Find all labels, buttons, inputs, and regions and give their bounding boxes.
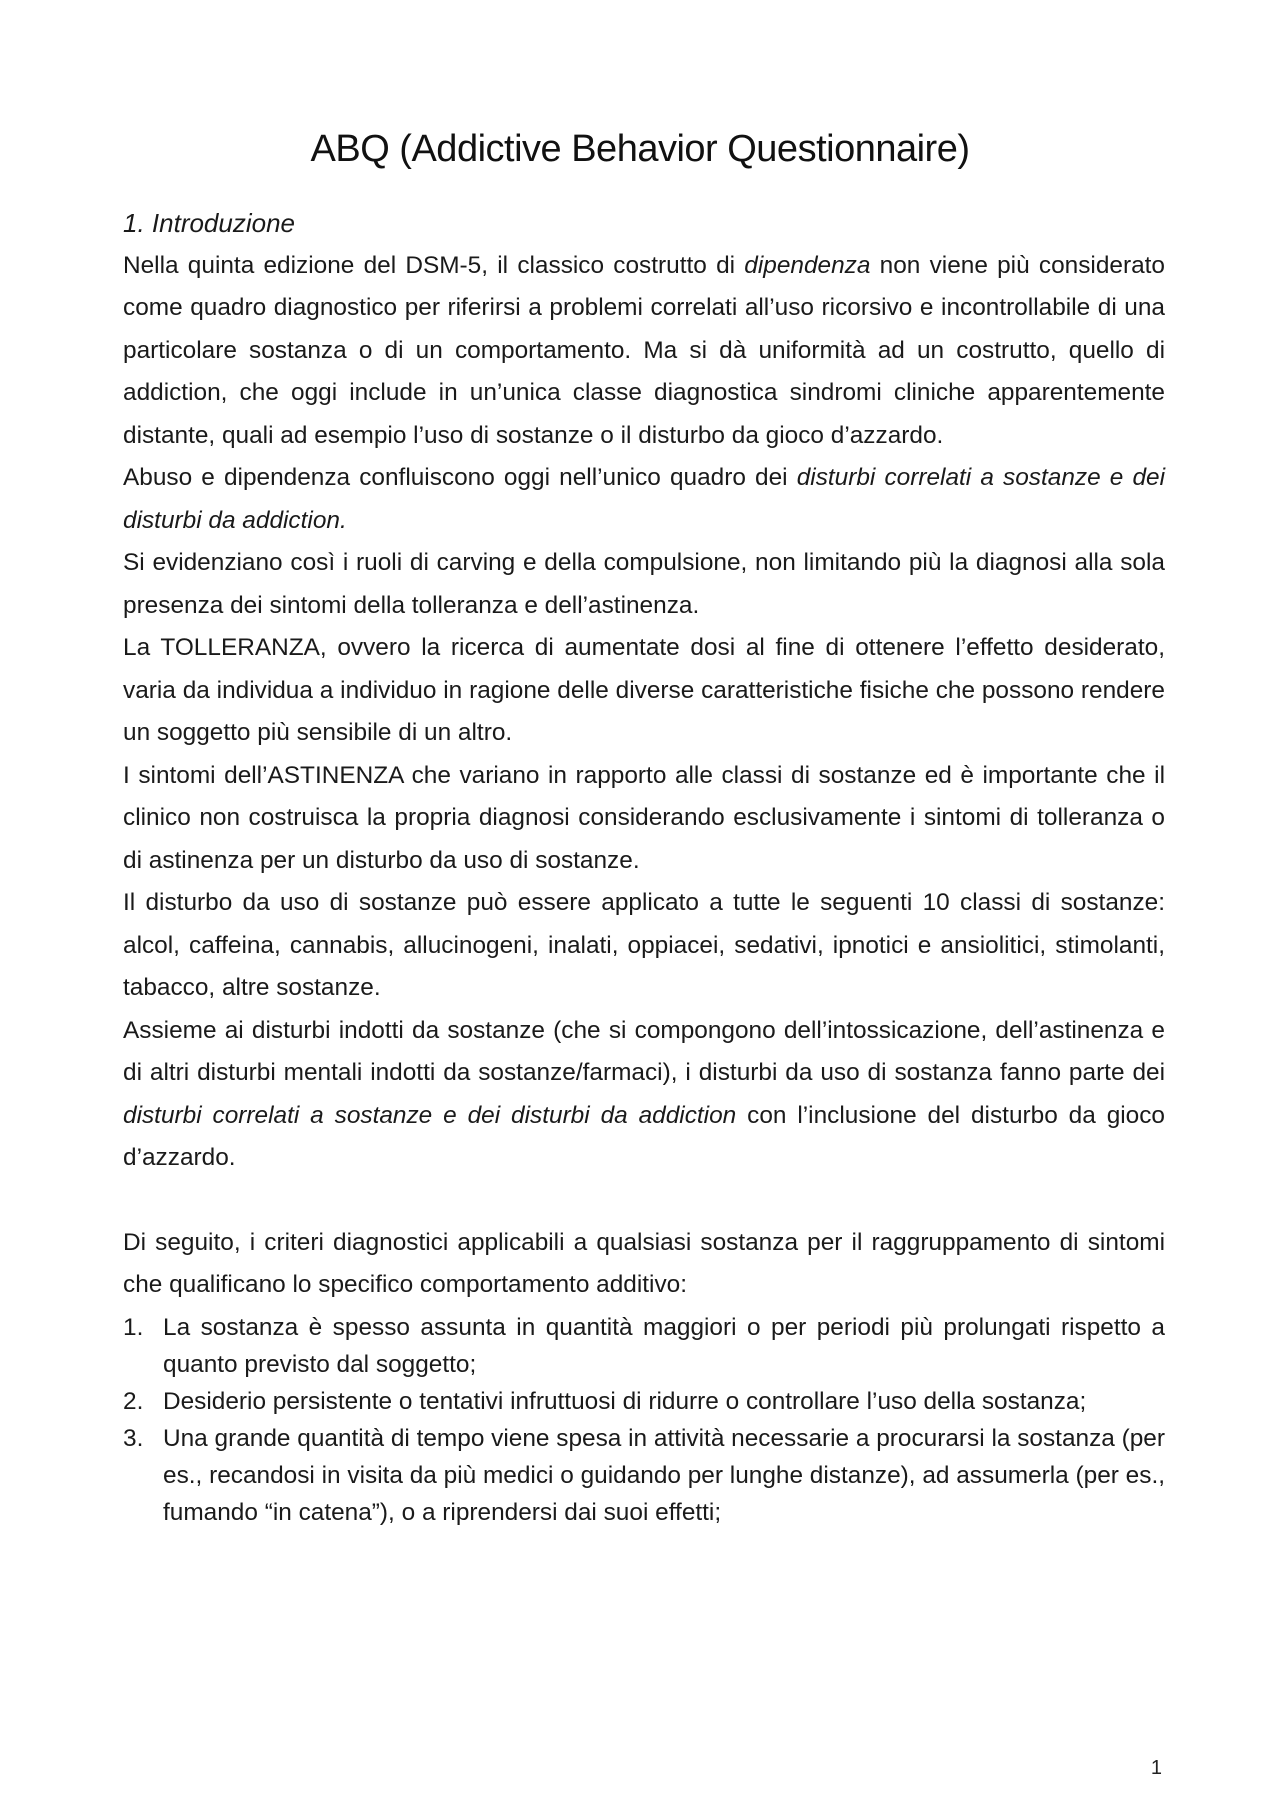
text-run: non viene più considerato come quadro diagnostico per riferirsi a problemi correlati all’uso ricorsivo e incontrollabile di una particolare sostanza o di un comportamento. Ma si dà uniformità ad un costrutto, quello di addiction, che oggi include in un’unica classe diagnostica sindromi cliniche apparentemente distante, quali ad esempio l’uso di sostanze o il disturbo da gioco d’azzardo. xyxy=(123,251,1165,449)
list-item-text: Una grande quantità di tempo viene spesa in attività necessarie a procurarsi la sostanza (per es., recandosi in visita da più medici o guidando per lunghe distanze), ad assumerla (per es., fumando “in catena”), o a riprendersi dai suoi effetti; xyxy=(163,1424,1165,1526)
text-run: con l’inclusione del disturbo da gioco d’azzardo. xyxy=(123,1101,1165,1171)
section-heading: 1. Introduzione xyxy=(123,208,296,238)
text-run: Assieme ai disturbi indotti da sostanze (che si compongono dell’intossicazione, dell’astinenza e di altri disturbi mentali indotti da sostanze/farmaci), i disturbi da uso di sostanza fanno parte dei xyxy=(123,1016,1165,1086)
paragraph: Di seguito, i criteri diagnostici applicabili a qualsiasi sostanza per il raggruppamento di sintomi che qualificano lo specifico comportamento additivo: xyxy=(123,1228,1165,1298)
paragraph xyxy=(123,457,1165,542)
document-body xyxy=(123,202,1165,1531)
text-run: Nella quinta edizione del DSM-5, il classico costrutto di xyxy=(123,251,745,279)
italic-term: disturbi correlati a sostanze e dei disturbi da addiction xyxy=(123,1101,737,1129)
paragraph-spacer xyxy=(123,1180,1165,1222)
paragraph: I sintomi dell’ASTINENZA che variano in rapporto alle classi di sostanze ed è importante che il clinico non costruisca la propria diagnosi considerando esclusivamente i sintomi di tolleranza o di astinenza per un disturbo da uso di sostanze. xyxy=(123,761,1165,874)
text-run: Abuso e dipendenza confluiscono oggi nell’unico quadro dei xyxy=(123,464,797,491)
paragraph: Il disturbo da uso di sostanze può essere applicato a tutte le seguenti 10 classi di sostanze: alcol, caffeina, cannabis, allucinogeni, inalati, oppiacei, sedativi, ipnotici e ansiolitici, stimolanti, tabacco, altre sostanze. xyxy=(123,889,1165,1001)
list-item xyxy=(123,1420,1165,1531)
criteria-list-wrapper xyxy=(123,1309,1165,1531)
list-number: 2. xyxy=(123,1387,144,1415)
list-item-text: Desiderio persistente o tentativi infruttuosi di ridurre o controllare l’uso della sostanza; xyxy=(163,1387,1087,1415)
paragraph: Si evidenziano così i ruoli di carving e della compulsione, non limitando più la diagnosi alla sola presenza dei sintomi della tolleranza e dell’astinenza. xyxy=(123,549,1165,619)
list-number: 1. xyxy=(123,1313,144,1341)
page-number: 1 xyxy=(1150,1757,1162,1779)
list-number: 3. xyxy=(123,1424,144,1452)
paragraph: La TOLLERANZA, ovvero la ricerca di aumentate dosi al fine di ottenere l’effetto desiderato, varia da individua a individuo in ragione delle diverse caratteristiche fisiche che possono rendere un soggetto più sensibile di un altro. xyxy=(123,634,1165,746)
list-item xyxy=(123,1309,1165,1383)
italic-term: dipendenza xyxy=(744,251,871,279)
paragraph xyxy=(123,245,1165,458)
list-item-text: La sostanza è spesso assunta in quantità maggiori o per periodi più prolungati rispetto a quanto previsto dal soggetto; xyxy=(163,1313,1165,1378)
italic-term: disturbi correlati a sostanze e dei disturbi da addiction. xyxy=(123,464,1165,534)
list-item xyxy=(123,1383,1165,1420)
page-title: ABQ (Addictive Behavior Questionnaire) xyxy=(310,128,970,170)
paragraph xyxy=(123,1010,1165,1180)
criteria-list xyxy=(123,1309,1165,1531)
